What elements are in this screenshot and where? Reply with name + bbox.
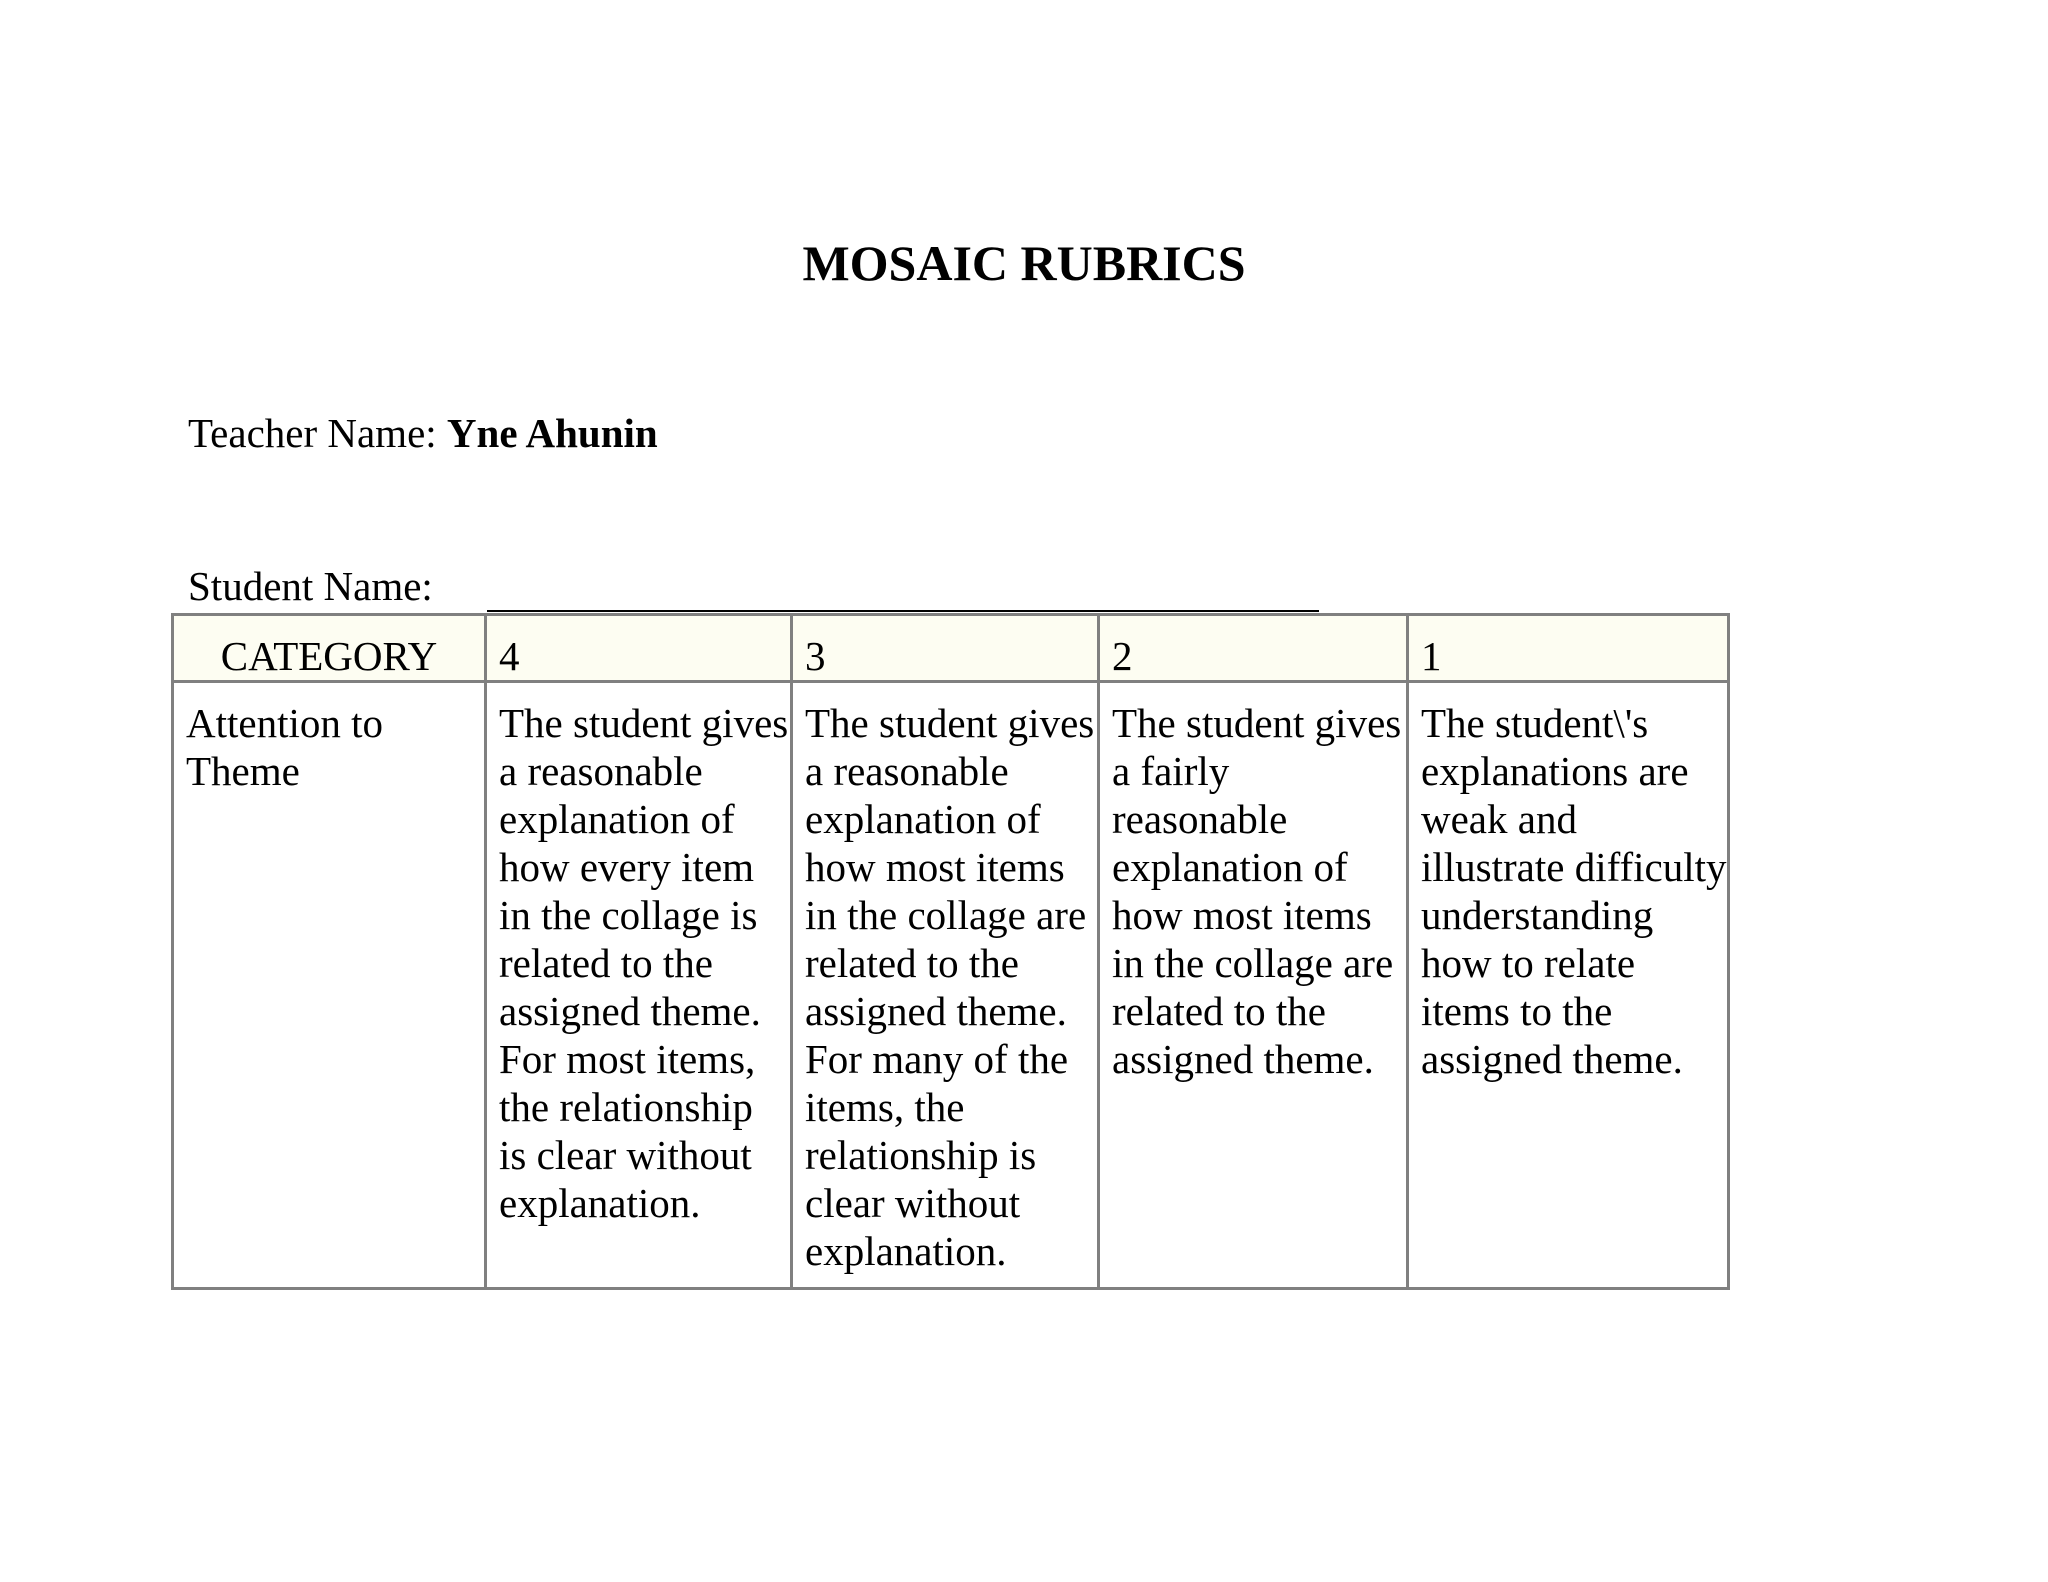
score-1-cell: The student\'s explanations are weak and illustrate difficulty understanding how to relate items to the assigned theme. (1408, 682, 1729, 1289)
header-score-3: 3 (792, 615, 1099, 682)
teacher-name-value: Yne Ahunin (446, 410, 658, 456)
rubric-header-row (173, 615, 1729, 682)
page-title: MOSAIC RUBRICS (802, 235, 1246, 291)
teacher-name-line (188, 408, 658, 458)
category-cell: Attention to Theme (173, 682, 486, 1289)
score-4-cell: The student gives a reasonable explanation of how every item in the collage is related to the assigned theme. For most items, the relationship is clear without explanation. (486, 682, 792, 1289)
header-score-1: 1 (1408, 615, 1729, 682)
table-row (173, 682, 1729, 1289)
score-2-cell: The student gives a fairly reasonable explanation of how most items in the collage are related to the assigned theme. (1099, 682, 1408, 1289)
teacher-name-label: Teacher Name: (188, 410, 447, 456)
score-3-cell: The student gives a reasonable explanation of how most items in the collage are related to the assigned theme. For many of the items, the relationship is clear without explanation. (792, 682, 1099, 1289)
header-category: CATEGORY (173, 615, 486, 682)
student-name-blank-line (487, 610, 1319, 612)
header-score-2: 2 (1099, 615, 1408, 682)
header-score-4: 4 (486, 615, 792, 682)
rubric-table (171, 613, 1730, 1290)
student-name-label: Student Name: (188, 563, 433, 609)
